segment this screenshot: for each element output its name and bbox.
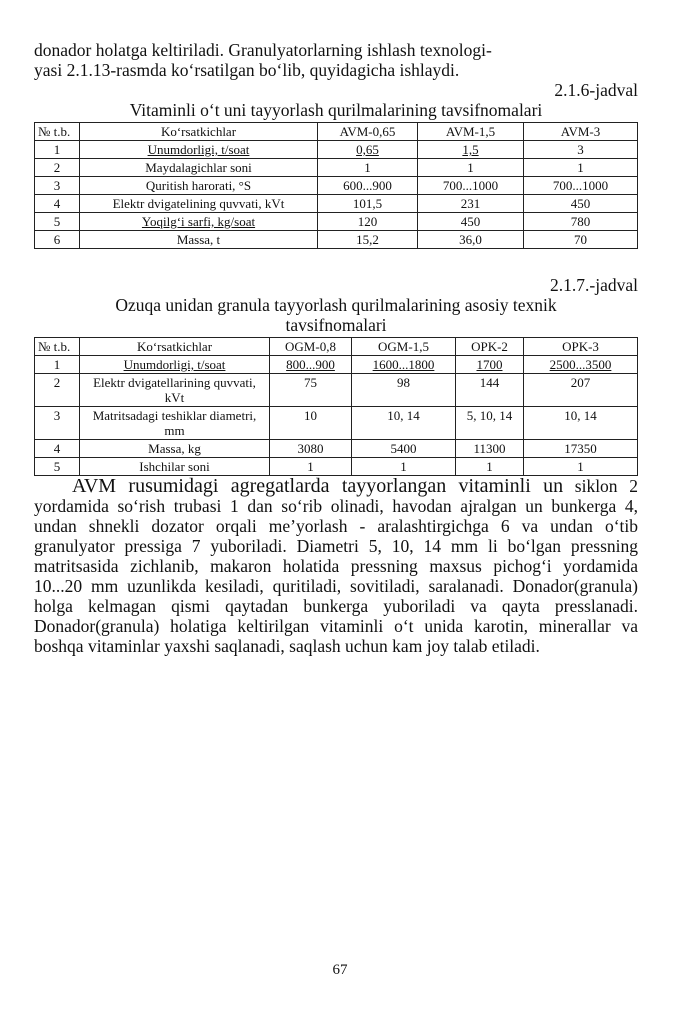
- body-paragraph: [34, 476, 638, 656]
- table-cell: 75: [270, 374, 352, 407]
- table-cell: 11300: [456, 440, 524, 458]
- table1-number: 2.1.6-jadval: [554, 80, 638, 100]
- table2-title-line-2: tavsifnomalari: [285, 315, 387, 335]
- table1-header-indicator: Ko‘rsatkichlar: [80, 123, 318, 141]
- table-cell: Maydalagichlar soni: [80, 159, 318, 177]
- table-cell: 5: [35, 213, 80, 231]
- table-cell: 700...1000: [524, 177, 638, 195]
- table-cell: 4: [35, 195, 80, 213]
- table1-header-col3: AVM-3: [524, 123, 638, 141]
- table-row: [35, 440, 638, 458]
- table2-title-line-1: Ozuqa unidan granula tayyorlash qurilmalarining asosiy texnik: [115, 295, 557, 315]
- table-row: [35, 213, 638, 231]
- table-cell: 207: [524, 374, 638, 407]
- table-row: [35, 159, 638, 177]
- table-cell: 1: [418, 159, 524, 177]
- table-cell: 800...900: [270, 356, 352, 374]
- table-cell: 98: [352, 374, 456, 407]
- table-row: [35, 195, 638, 213]
- table-cell: 0,65: [318, 141, 418, 159]
- table-cell: 1: [270, 458, 352, 476]
- table-cell: 2: [35, 159, 80, 177]
- table-cell: 2500...3500: [524, 356, 638, 374]
- table-cell: 600...900: [318, 177, 418, 195]
- table-cell: Unumdorligi, t/soat: [80, 141, 318, 159]
- table-cell: 1: [318, 159, 418, 177]
- table-cell: 3: [35, 407, 80, 440]
- table-cell: Massa, t: [80, 231, 318, 249]
- table2-header-row: [35, 338, 638, 356]
- table-row: [35, 141, 638, 159]
- table-cell: 36,0: [418, 231, 524, 249]
- table-row: [35, 407, 638, 440]
- table-cell: Quritish harorati, °S: [80, 177, 318, 195]
- table-cell: 17350: [524, 440, 638, 458]
- table2-header-col3: OPK-2: [456, 338, 524, 356]
- table-cell: 1700: [456, 356, 524, 374]
- table1-header-col1: AVM-0,65: [318, 123, 418, 141]
- table-row: [35, 231, 638, 249]
- table-cell: 2: [35, 374, 80, 407]
- table1-title: Vitaminli o‘t uni tayyorlash qurilmalarining tavsifnomalari: [129, 100, 543, 120]
- table2-header-indicator: Ko‘rsatkichlar: [80, 338, 270, 356]
- table-cell: 1600...1800: [352, 356, 456, 374]
- table-cell: Matritsadagi teshiklar diametri, mm: [80, 407, 270, 440]
- page-number: 67: [332, 962, 348, 978]
- table-cell: Yoqilg‘i sarfi, kg/soat: [80, 213, 318, 231]
- table-cell: 70: [524, 231, 638, 249]
- table-cell: 1: [456, 458, 524, 476]
- table-row: [35, 356, 638, 374]
- table2-header-col2: OGM-1,5: [352, 338, 456, 356]
- table-cell: 5400: [352, 440, 456, 458]
- table1: [34, 122, 638, 249]
- table-cell: Elektr dvigatelining quvvati, kVt: [80, 195, 318, 213]
- table1-header-row: [35, 123, 638, 141]
- table-cell: 1: [524, 458, 638, 476]
- table-cell: 700...1000: [418, 177, 524, 195]
- table-cell: 120: [318, 213, 418, 231]
- table2-header-col4: OPK-3: [524, 338, 638, 356]
- table-row: [35, 177, 638, 195]
- body-first-word: AVM: [72, 475, 117, 497]
- body-first-line: rusumidagi agregatlarda tayyorlangan vitaminli un: [116, 475, 564, 497]
- table-cell: 231: [418, 195, 524, 213]
- table2-number: 2.1.7.-jadval: [550, 275, 638, 295]
- table-cell: Ishchilar soni: [80, 458, 270, 476]
- table-cell: 3: [35, 177, 80, 195]
- table-cell: 4: [35, 440, 80, 458]
- table2-header-no: № t.b.: [35, 338, 80, 356]
- table-cell: 1,5: [418, 141, 524, 159]
- body-text: siklon 2 yordamida so‘rish trubasi 1 dan so‘rib olinadi, havodan ajralgan un bunkerga 4, undan shnekli dozator orqali me’yorlash - aralashtirgichga 6 va undan o‘tib granulyator pressiga 7 yuboriladi. Diametri 5, 10, 14 mm li bo‘lgan pressning matritsasida zichlanib, makaron holatida pressning maxsus pichog‘i yordamida 10...20 mm uzunlikda kesiladi, quritiladi, sovitiladi, saralanadi. Donador(granula) holga kelmagan qismi qaytadan bunkerga yuboriladi va qayta presslanadi. Donador(granula) holatiga keltirilgan vitaminli o‘t unida karotin, minerallar va boshqa vitaminlar yaxshi saqlanadi, saqlash uchun kam joy talab etiladi.: [34, 476, 638, 656]
- table-cell: 15,2: [318, 231, 418, 249]
- table-cell: 101,5: [318, 195, 418, 213]
- table-cell: 450: [418, 213, 524, 231]
- table2-header-col1: OGM-0,8: [270, 338, 352, 356]
- table-cell: Massa, kg: [80, 440, 270, 458]
- table-row: [35, 458, 638, 476]
- table-cell: 6: [35, 231, 80, 249]
- table-cell: 5: [35, 458, 80, 476]
- table-cell: 144: [456, 374, 524, 407]
- table-cell: 10: [270, 407, 352, 440]
- table-cell: 10, 14: [524, 407, 638, 440]
- intro-line-1: donador holatga keltiriladi. Granulyatorlarning ishlash texnologi-: [34, 40, 492, 60]
- table-cell: 10, 14: [352, 407, 456, 440]
- table-cell: 5, 10, 14: [456, 407, 524, 440]
- table-cell: Unumdorligi, t/soat: [80, 356, 270, 374]
- table2: [34, 337, 638, 476]
- table-cell: Elektr dvigatellarining quvvati, kVt: [80, 374, 270, 407]
- table-cell: 1: [524, 159, 638, 177]
- table-cell: 1: [35, 141, 80, 159]
- table-cell: 450: [524, 195, 638, 213]
- table-cell: 1: [352, 458, 456, 476]
- page: [34, 40, 638, 656]
- table-cell: 3080: [270, 440, 352, 458]
- table-row: [35, 374, 638, 407]
- table1-header-no: № t.b.: [35, 123, 80, 141]
- table1-header-col2: AVM-1,5: [418, 123, 524, 141]
- intro-line-2: yasi 2.1.13-rasmda ko‘rsatilgan bo‘lib, quyidagicha ishlaydi.: [34, 60, 460, 80]
- table-cell: 3: [524, 141, 638, 159]
- table-cell: 780: [524, 213, 638, 231]
- table-cell: 1: [35, 356, 80, 374]
